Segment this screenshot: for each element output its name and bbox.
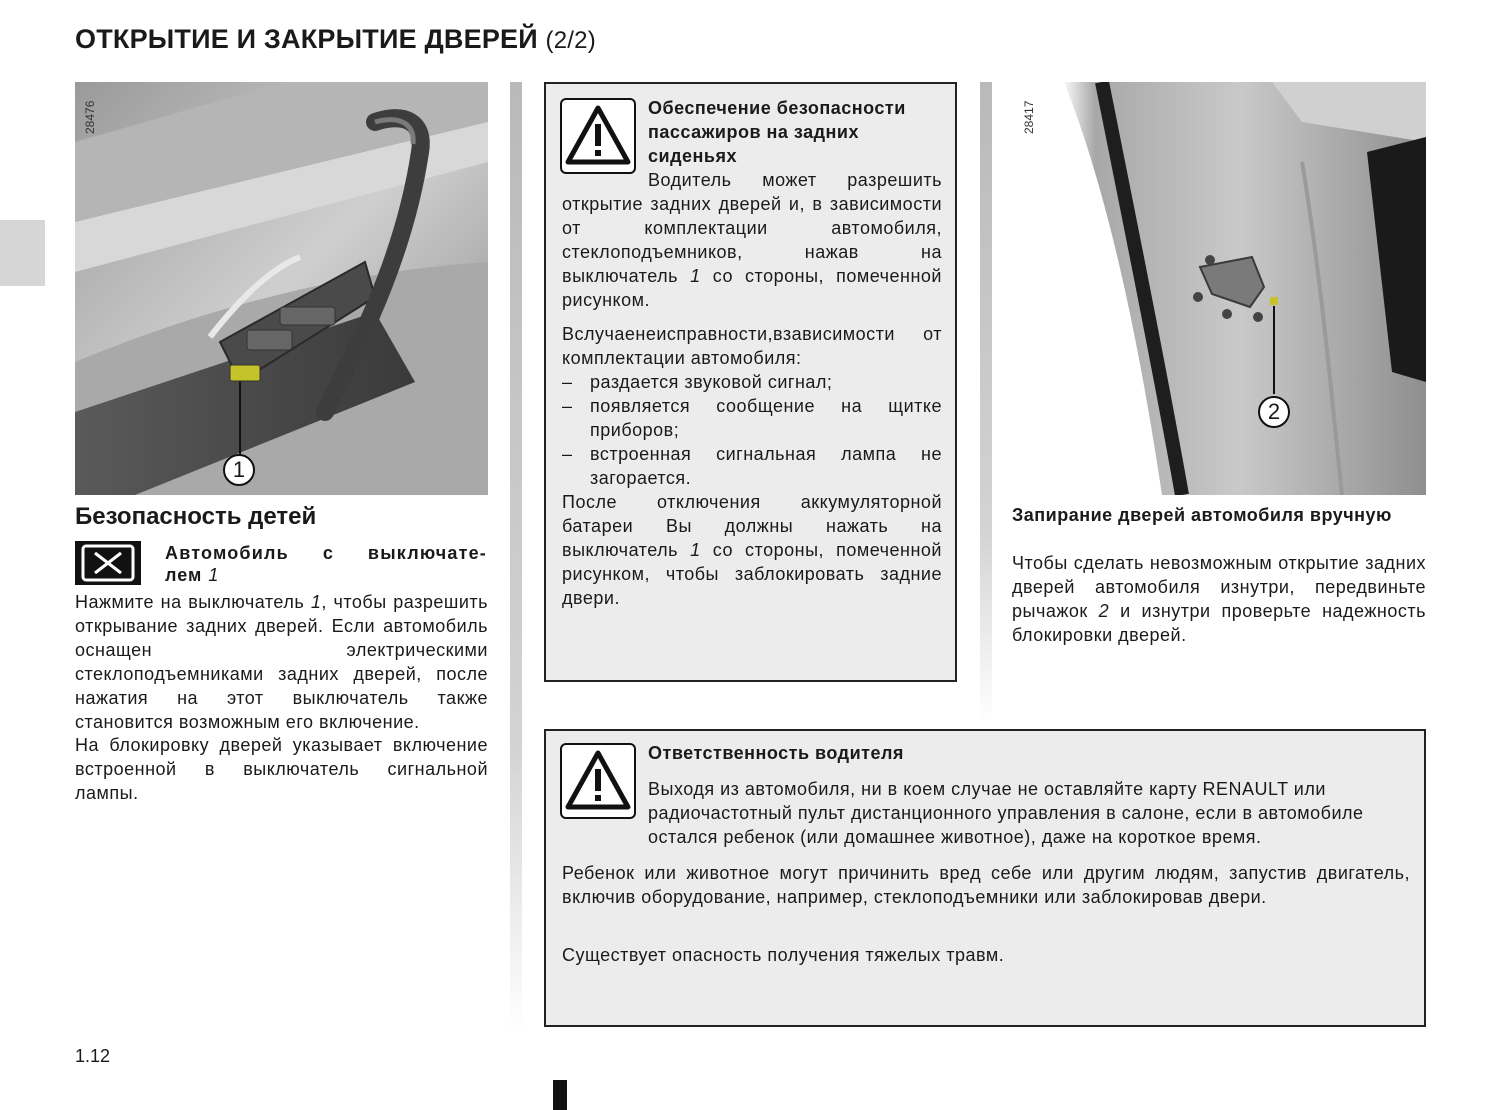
warning-triangle-icon [560,743,636,819]
list-item: – раздается звуковой сигнал; [562,372,833,392]
warn-p2-lead: Вслучаенеисправности,взависимости от комплектации автомобиля: [562,324,942,368]
warn-p1-a: Водитель может разрешить открытие задних дверей и, в зависимости от комплектации автомобиля, стеклоподъемников, нажав на выключатель [562,170,942,286]
list-item-text: появляется сообщение на щитке приборов; [590,396,942,440]
list-item-text: встроенная сигнальная лампа не загорается. [590,444,942,488]
warn-p1-num: 1 [690,266,701,286]
door-panel-illustration [75,82,488,495]
manual-lock-text-a: Чтобы сделать невозможным открытие задних дверей автомобиля изнутри, передвиньте рычажок [1012,553,1426,621]
child-lock-switch-icon [75,541,141,585]
warn-p3-b: со стороны, помеченной рисунком, чтобы заблокировать задние двери. [562,540,942,608]
child-lock-switch-label-2 [165,565,219,586]
warn-p3 [562,490,942,610]
rear-passenger-warning-box [544,82,957,682]
manual-lock-text-b: и изнутри проверьте надежность блокировки дверей. [1012,601,1426,645]
figure-ref-number: 28476 [83,100,97,134]
child-safety-heading: Безопасность детей [75,503,317,530]
section-tab [0,220,45,286]
callout-1: 1 [223,454,255,486]
driver-responsibility-box [544,729,1426,1027]
door-lock-illustration [1012,82,1426,495]
switch-label-num: 1 [208,565,220,585]
rear-passenger-warning-p1 [562,168,942,312]
driver-responsibility-p1: Выходя из автомобиля, ни в коем случае не оставляйте карту RENAULT или радиочастотный пульт дистанционного управления в салоне, если в автомобиле остался ребенок (или домашнее животное), даже на короткое время. [648,779,1364,847]
page-title [75,24,596,55]
child-safety-paragraph-1 [75,590,488,734]
figure-ref-number: 28417 [1022,100,1036,134]
page-title-part: (2/2) [545,27,596,54]
p1-num: 1 [310,592,322,612]
driver-responsibility-title: Ответственность водителя [648,743,904,763]
p1-text-a: Нажмите на выключатель [75,592,305,612]
warn-p3-num: 1 [690,540,701,560]
page-edge-marker [553,1080,567,1110]
manual-lock-num: 2 [1098,601,1110,621]
callout-2: 2 [1258,396,1290,428]
driver-responsibility-p2: Ребенок или животное могут причинить вред себе или другим людям, запустив двигатель, включив оборудование, например, стеклоподъемники или заблокировав двери. [562,863,1410,907]
driver-responsibility-p3: Существует опасность получения тяжелых травм. [562,945,1005,965]
warning-triangle-icon [560,98,636,174]
door-lock-figure [1012,82,1426,495]
warn-p1-b: со стороны, помеченной рисунком. [562,266,942,310]
page-number: 1.12 [75,1046,111,1066]
child-lock-switch-label: Автомобиль с выключате- [165,543,487,563]
door-panel-figure [75,82,488,495]
manual-lock-paragraph [1012,551,1426,647]
switch-label-word: лем [165,565,203,585]
rear-passenger-warning-p2 [562,322,942,610]
list-item: – встроенная сигнальная лампа не загорается. [562,444,942,488]
child-safety-paragraph-2: На блокировку дверей указывает включение встроенной в выключатель сигнальной лампы. [75,735,488,803]
manual-lock-title: Запирание дверей автомобиля вручную [1012,505,1392,525]
page-title-text: ОТКРЫТИЕ И ЗАКРЫТИЕ ДВЕРЕЙ [75,24,538,54]
warn-p3-a: После отключения аккумуляторной батареи Вы должны нажать на выключатель [562,492,942,560]
list-item-text: раздается звуковой сигнал; [590,372,833,392]
column-divider-1 [510,82,522,1032]
list-item: – появляется сообщение на щитке приборов; [562,396,942,440]
rear-passenger-warning-title: Обеспечение безопасности пассажиров на задних сиденьях [648,98,906,166]
p1-text-b: , чтобы разрешить открывание задних дверей. Если автомобиль оснащен электрическими стеклоподъемниками задних дверей, после нажатия на этот выключатель также становится возможным его включение. [75,592,488,732]
column-divider-2 [980,82,992,722]
